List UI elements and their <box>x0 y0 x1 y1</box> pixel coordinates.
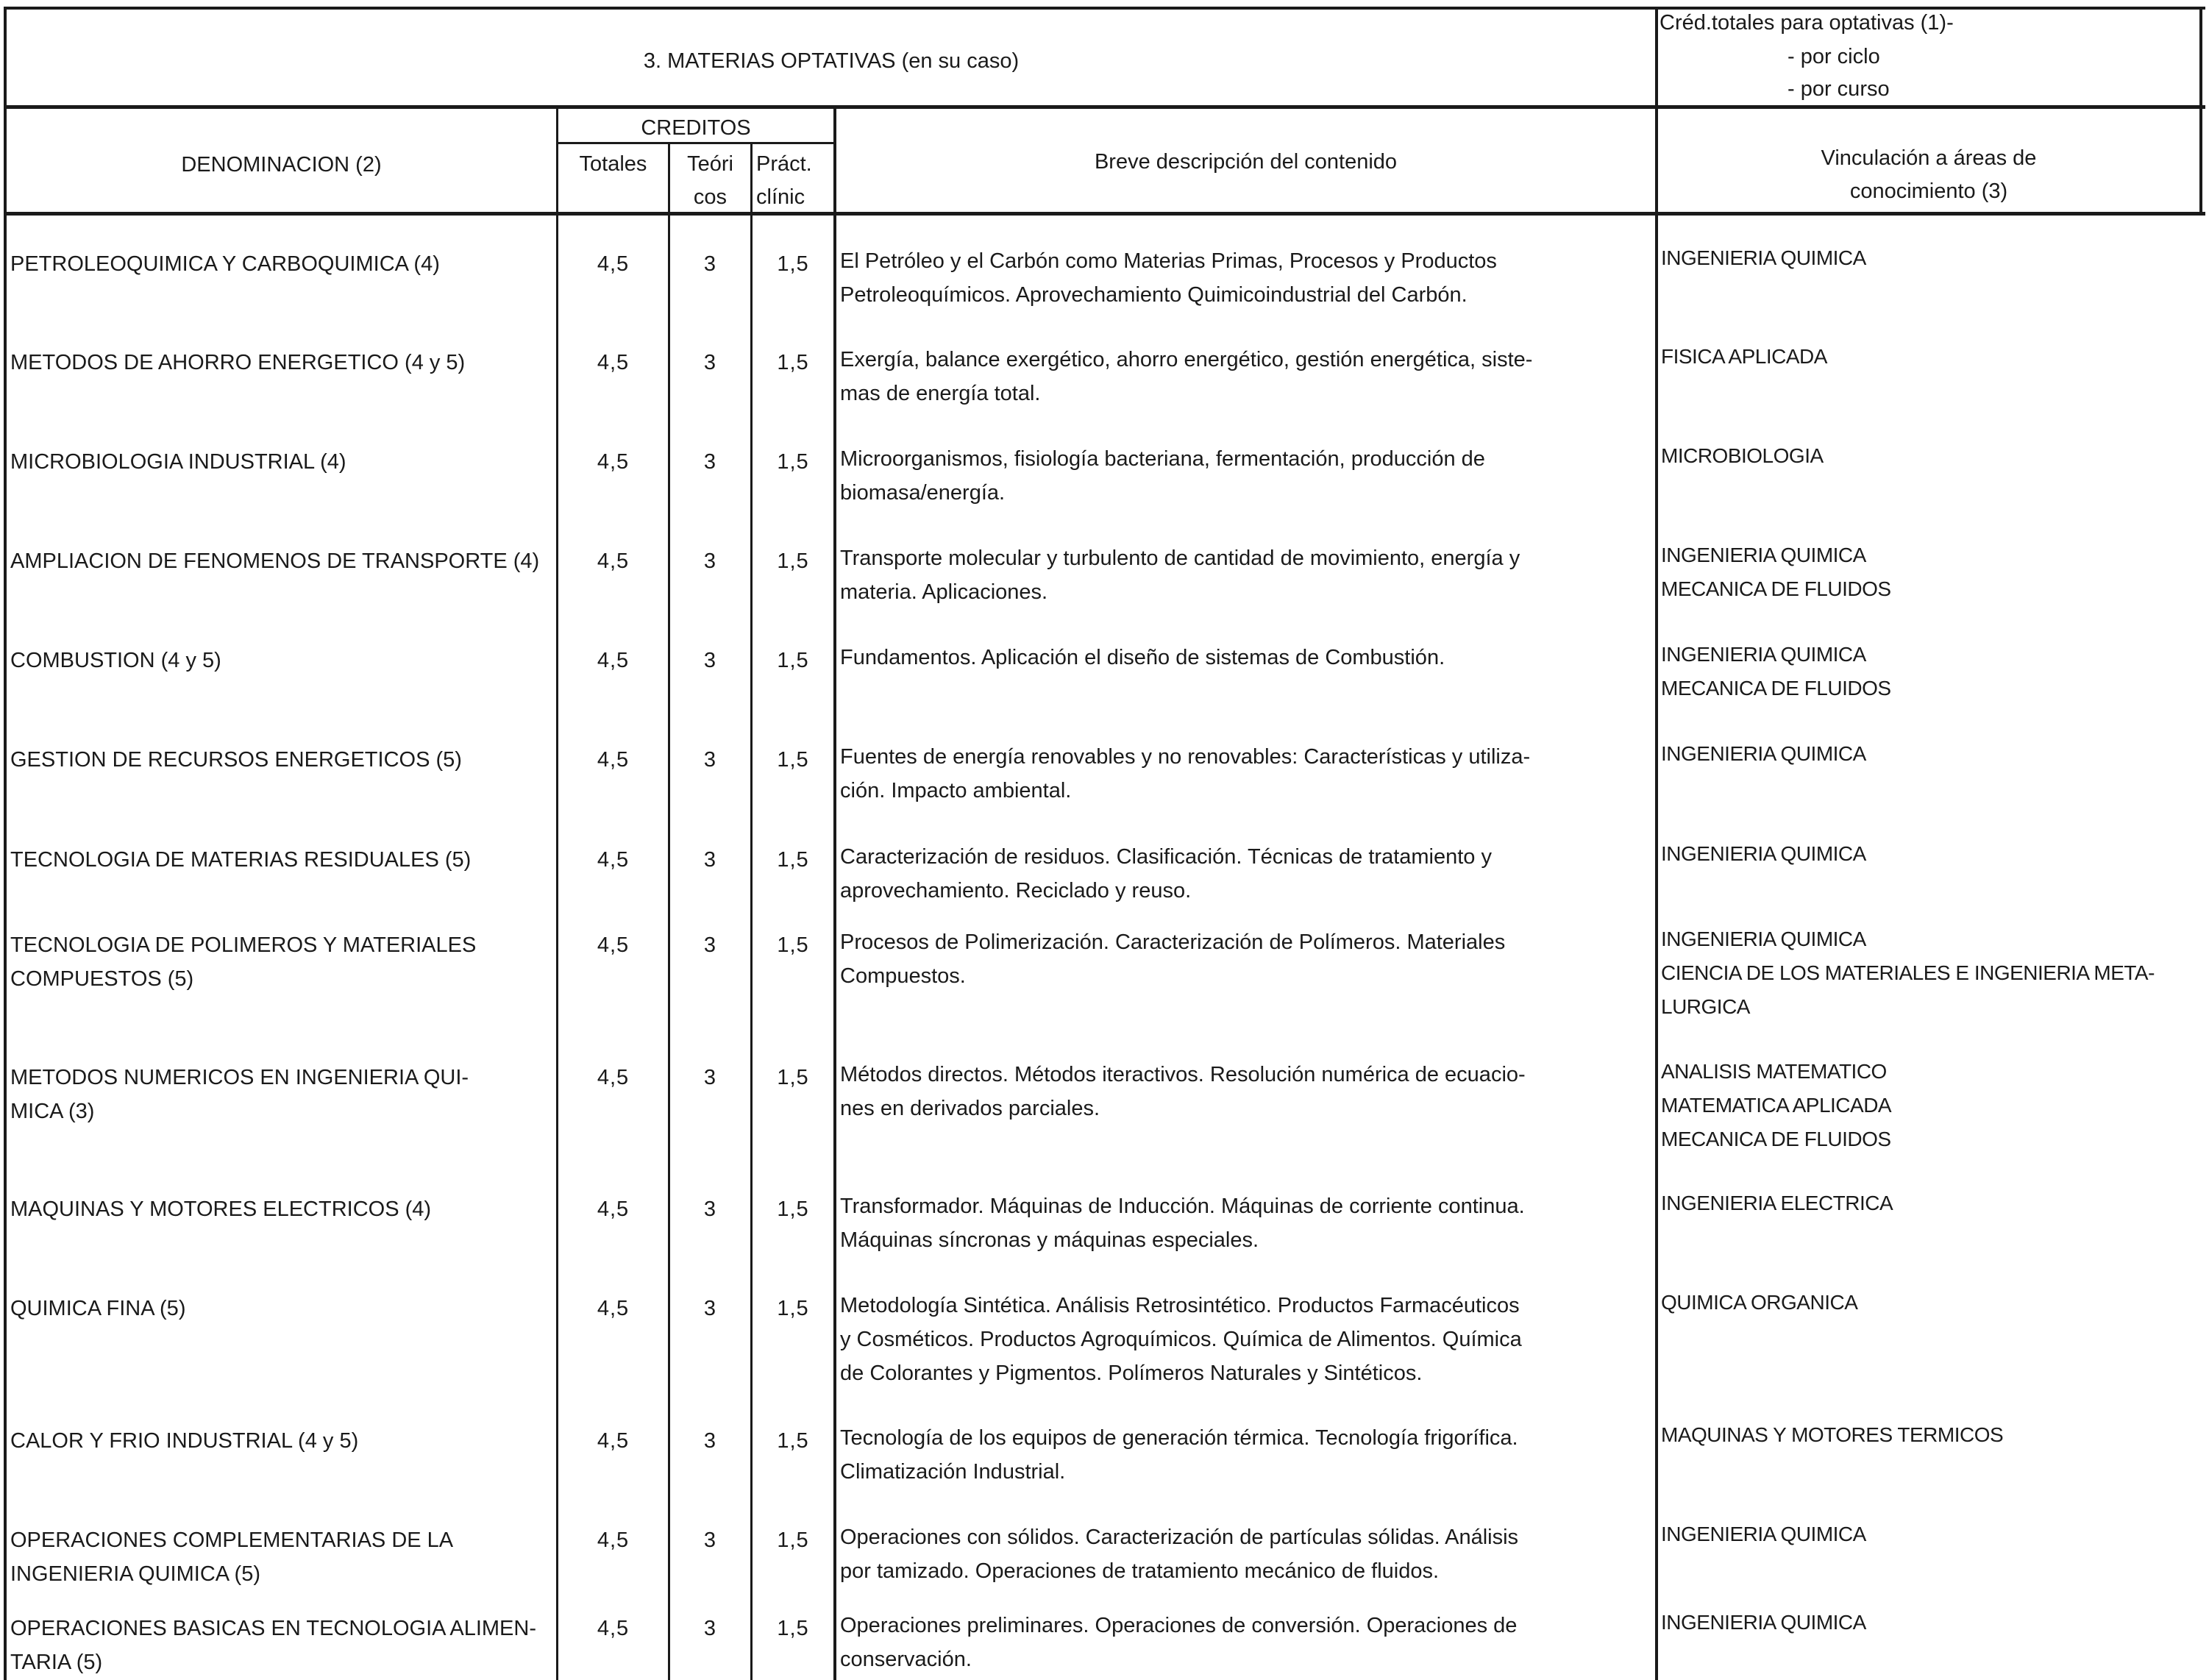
row-descripcion: El Petróleo y el Carbón como Materias Primas, Procesos y Productos <box>840 249 1497 273</box>
row-descripcion: Microorganismos, fisiología bacteriana, fermentación, producción de <box>840 447 1485 471</box>
row-descripcion: biomasa/energía. <box>840 481 1006 505</box>
row-descripcion: Máquinas síncronas y máquinas especiales. <box>840 1228 1259 1252</box>
row-area-conocimiento: INGENIERIA QUIMICA <box>1661 1611 1866 1634</box>
row-area-conocimiento: INGENIERIA QUIMICA <box>1661 246 1866 269</box>
row-creditos-teoricos: 3 <box>703 1197 717 1221</box>
row-descripcion: Procesos de Polimerización. Caracterización de Polímeros. Materiales <box>840 930 1506 954</box>
row-creditos-practicos: 1,5 <box>777 1429 809 1453</box>
row-area-conocimiento: MICROBIOLOGIA <box>1661 444 1824 467</box>
col-divider-descripcion <box>1655 7 1658 1680</box>
row-descripcion: Caracterización de residuos. Clasificación. Técnicas de tratamiento y <box>840 845 1492 869</box>
row-area-conocimiento: INGENIERIA QUIMICA <box>1661 742 1866 765</box>
row-descripcion: Climatización Industrial. <box>840 1460 1066 1484</box>
row-denominacion: CALOR Y FRIO INDUSTRIAL (4 y 5) <box>10 1429 359 1453</box>
row-creditos-practicos: 1,5 <box>777 1066 809 1089</box>
row-creditos-teoricos: 3 <box>703 933 717 957</box>
header-descripcion: Breve descripción del contenido <box>1094 150 1398 174</box>
row-area-conocimiento: FISICA APLICADA <box>1661 345 1827 368</box>
row-creditos-teoricos: 3 <box>703 1528 717 1552</box>
row-creditos-teoricos: 3 <box>703 549 717 573</box>
row-creditos-teoricos: 3 <box>703 649 717 672</box>
row-creditos-practicos: 1,5 <box>777 1617 809 1640</box>
header-denominacion: DENOMINACION (2) <box>181 153 382 177</box>
row-creditos-practicos: 1,5 <box>777 252 809 276</box>
row-denominacion: MICA (3) <box>10 1100 95 1123</box>
row-denominacion: INGENIERIA QUIMICA (5) <box>10 1562 260 1586</box>
row-creditos-teoricos: 3 <box>703 848 717 872</box>
row-area-conocimiento: INGENIERIA QUIMICA <box>1661 928 1866 950</box>
row-denominacion: OPERACIONES BASICAS EN TECNOLOGIA ALIMEN- <box>10 1617 536 1640</box>
row-descripcion: Fuentes de energía renovables y no renovables: Características y utiliza- <box>840 745 1531 769</box>
row-descripcion: de Colorantes y Pigmentos. Polímeros Naturales y Sintéticos. <box>840 1362 1423 1385</box>
creditos-totales-optativas: Créd.totales para optativas (1)- <box>1660 11 1954 35</box>
header-creditos: CREDITOS <box>641 116 751 140</box>
row-creditos-practicos: 1,5 <box>777 1297 809 1320</box>
row-area-conocimiento: INGENIERIA QUIMICA <box>1661 1523 1866 1545</box>
row-descripcion: Tecnología de los equipos de generación térmica. Tecnología frigorífica. <box>840 1426 1518 1450</box>
row-creditos-totales: 4,5 <box>597 549 630 573</box>
row-denominacion: COMPUESTOS (5) <box>10 967 194 991</box>
row-creditos-totales: 4,5 <box>597 933 630 957</box>
header-teoricos-line1: Teóri <box>687 152 733 176</box>
row-descripcion: ción. Impacto ambiental. <box>840 779 1072 802</box>
row-area-conocimiento: MAQUINAS Y MOTORES TERMICOS <box>1661 1423 2004 1446</box>
row-denominacion: GESTION DE RECURSOS ENERGETICOS (5) <box>10 748 462 772</box>
row-denominacion: OPERACIONES COMPLEMENTARIAS DE LA <box>10 1528 454 1552</box>
row-area-conocimiento: QUIMICA ORGANICA <box>1661 1291 1858 1314</box>
row-descripcion: Metodología Sintética. Análisis Retrosintético. Productos Farmacéuticos <box>840 1294 1520 1317</box>
header-vinculacion-line1: Vinculación a áreas de <box>1821 146 2037 170</box>
row-descripcion: y Cosméticos. Productos Agroquímicos. Química de Alimentos. Química <box>840 1328 1522 1351</box>
row-descripcion: Transformador. Máquinas de Inducción. Máquinas de corriente continua. <box>840 1195 1525 1218</box>
row-creditos-totales: 4,5 <box>597 450 630 474</box>
row-descripcion: Transporte molecular y turbulento de cantidad de movimiento, energía y <box>840 547 1520 570</box>
header-divider <box>4 212 2205 216</box>
row-descripcion: por tamizado. Operaciones de tratamiento mecánico de fluidos. <box>840 1559 1440 1583</box>
creditos-por-curso: - por curso <box>1788 77 1890 101</box>
row-descripcion: conservación. <box>840 1648 972 1671</box>
row-denominacion: QUIMICA FINA (5) <box>10 1297 186 1320</box>
row-creditos-totales: 4,5 <box>597 351 630 374</box>
row-creditos-practicos: 1,5 <box>777 649 809 672</box>
row-descripcion: Operaciones preliminares. Operaciones de conversión. Operaciones de <box>840 1614 1518 1637</box>
row-area-conocimiento: INGENIERIA QUIMICA <box>1661 544 1866 566</box>
row-creditos-totales: 4,5 <box>597 1066 630 1089</box>
row-creditos-totales: 4,5 <box>597 1197 630 1221</box>
row-creditos-practicos: 1,5 <box>777 848 809 872</box>
row-creditos-teoricos: 3 <box>703 1429 717 1453</box>
row-creditos-practicos: 1,5 <box>777 1197 809 1221</box>
row-creditos-totales: 4,5 <box>597 748 630 772</box>
row-denominacion: MAQUINAS Y MOTORES ELECTRICOS (4) <box>10 1197 432 1221</box>
row-area-conocimiento: MECANICA DE FLUIDOS <box>1661 577 1891 600</box>
row-descripcion: nes en derivados parciales. <box>840 1097 1100 1120</box>
row-creditos-practicos: 1,5 <box>777 933 809 957</box>
row-creditos-teoricos: 3 <box>703 1297 717 1320</box>
row-creditos-practicos: 1,5 <box>777 549 809 573</box>
row-creditos-teoricos: 3 <box>703 351 717 374</box>
row-creditos-teoricos: 3 <box>703 1617 717 1640</box>
row-denominacion: PETROLEOQUIMICA Y CARBOQUIMICA (4) <box>10 252 440 276</box>
row-creditos-totales: 4,5 <box>597 252 630 276</box>
header-practicos-line1: Práct. <box>756 152 812 176</box>
col-divider-creditos <box>833 109 836 1680</box>
row-creditos-practicos: 1,5 <box>777 351 809 374</box>
section-title: 3. MATERIAS OPTATIVAS (en su caso) <box>643 49 1020 73</box>
row-denominacion: TECNOLOGIA DE POLIMEROS Y MATERIALES <box>10 933 477 957</box>
row-creditos-totales: 4,5 <box>597 1528 630 1552</box>
row-area-conocimiento: MECANICA DE FLUIDOS <box>1661 677 1891 700</box>
row-creditos-totales: 4,5 <box>597 1617 630 1640</box>
row-descripcion: Compuestos. <box>840 964 966 988</box>
header-vinculacion-line2: conocimiento (3) <box>1849 179 2008 203</box>
row-creditos-practicos: 1,5 <box>777 450 809 474</box>
row-area-conocimiento: ANALISIS MATEMATICO <box>1661 1060 1887 1083</box>
row-area-conocimiento: INGENIERIA QUIMICA <box>1661 643 1866 666</box>
row-denominacion: METODOS DE AHORRO ENERGETICO (4 y 5) <box>10 351 466 374</box>
row-descripcion: Petroleoquímicos. Aprovechamiento Quimicoindustrial del Carbón. <box>840 283 1468 307</box>
row-creditos-teoricos: 3 <box>703 748 717 772</box>
row-descripcion: aprovechamiento. Reciclado y reuso. <box>840 879 1192 903</box>
row-descripcion: Operaciones con sólidos. Caracterización de partículas sólidas. Análisis <box>840 1526 1519 1549</box>
row-creditos-totales: 4,5 <box>597 649 630 672</box>
row-creditos-practicos: 1,5 <box>777 748 809 772</box>
row-denominacion: TECNOLOGIA DE MATERIAS RESIDUALES (5) <box>10 848 472 872</box>
row-denominacion: TARIA (5) <box>10 1651 103 1674</box>
row-denominacion: AMPLIACION DE FENOMENOS DE TRANSPORTE (4) <box>10 549 540 573</box>
header-teoricos-line2: cos <box>693 185 728 209</box>
row-creditos-totales: 4,5 <box>597 1429 630 1453</box>
row-creditos-totales: 4,5 <box>597 848 630 872</box>
row-area-conocimiento: CIENCIA DE LOS MATERIALES E INGENIERIA META- <box>1661 961 2155 984</box>
row-area-conocimiento: LURGICA <box>1661 995 1750 1018</box>
row-creditos-teoricos: 3 <box>703 1066 717 1089</box>
table-border-right <box>2199 7 2202 213</box>
row-area-conocimiento: INGENIERIA ELECTRICA <box>1661 1192 1893 1214</box>
row-descripcion: materia. Aplicaciones. <box>840 580 1048 604</box>
row-creditos-practicos: 1,5 <box>777 1528 809 1552</box>
header-totales: Totales <box>579 152 647 176</box>
row-descripcion: Métodos directos. Métodos iteractivos. Resolución numérica de ecuacio- <box>840 1063 1526 1086</box>
row-descripcion: Exergía, balance exergético, ahorro energético, gestión energética, siste- <box>840 348 1533 371</box>
table-border-left <box>4 7 7 1680</box>
row-area-conocimiento: MECANICA DE FLUIDOS <box>1661 1128 1891 1150</box>
row-descripcion: mas de energía total. <box>840 382 1041 405</box>
row-denominacion: COMBUSTION (4 y 5) <box>10 649 221 672</box>
row-denominacion: METODOS NUMERICOS EN INGENIERIA QUI- <box>10 1066 469 1089</box>
row-creditos-teoricos: 3 <box>703 252 717 276</box>
creditos-por-ciclo: - por ciclo <box>1788 45 1880 68</box>
row-creditos-teoricos: 3 <box>703 450 717 474</box>
row-descripcion: Fundamentos. Aplicación el diseño de sistemas de Combustión. <box>840 646 1445 669</box>
row-area-conocimiento: MATEMATICA APLICADA <box>1661 1094 1892 1117</box>
row-creditos-totales: 4,5 <box>597 1297 630 1320</box>
row-area-conocimiento: INGENIERIA QUIMICA <box>1661 842 1866 865</box>
row-denominacion: MICROBIOLOGIA INDUSTRIAL (4) <box>10 450 346 474</box>
header-practicos-line2: clínic <box>756 185 805 209</box>
